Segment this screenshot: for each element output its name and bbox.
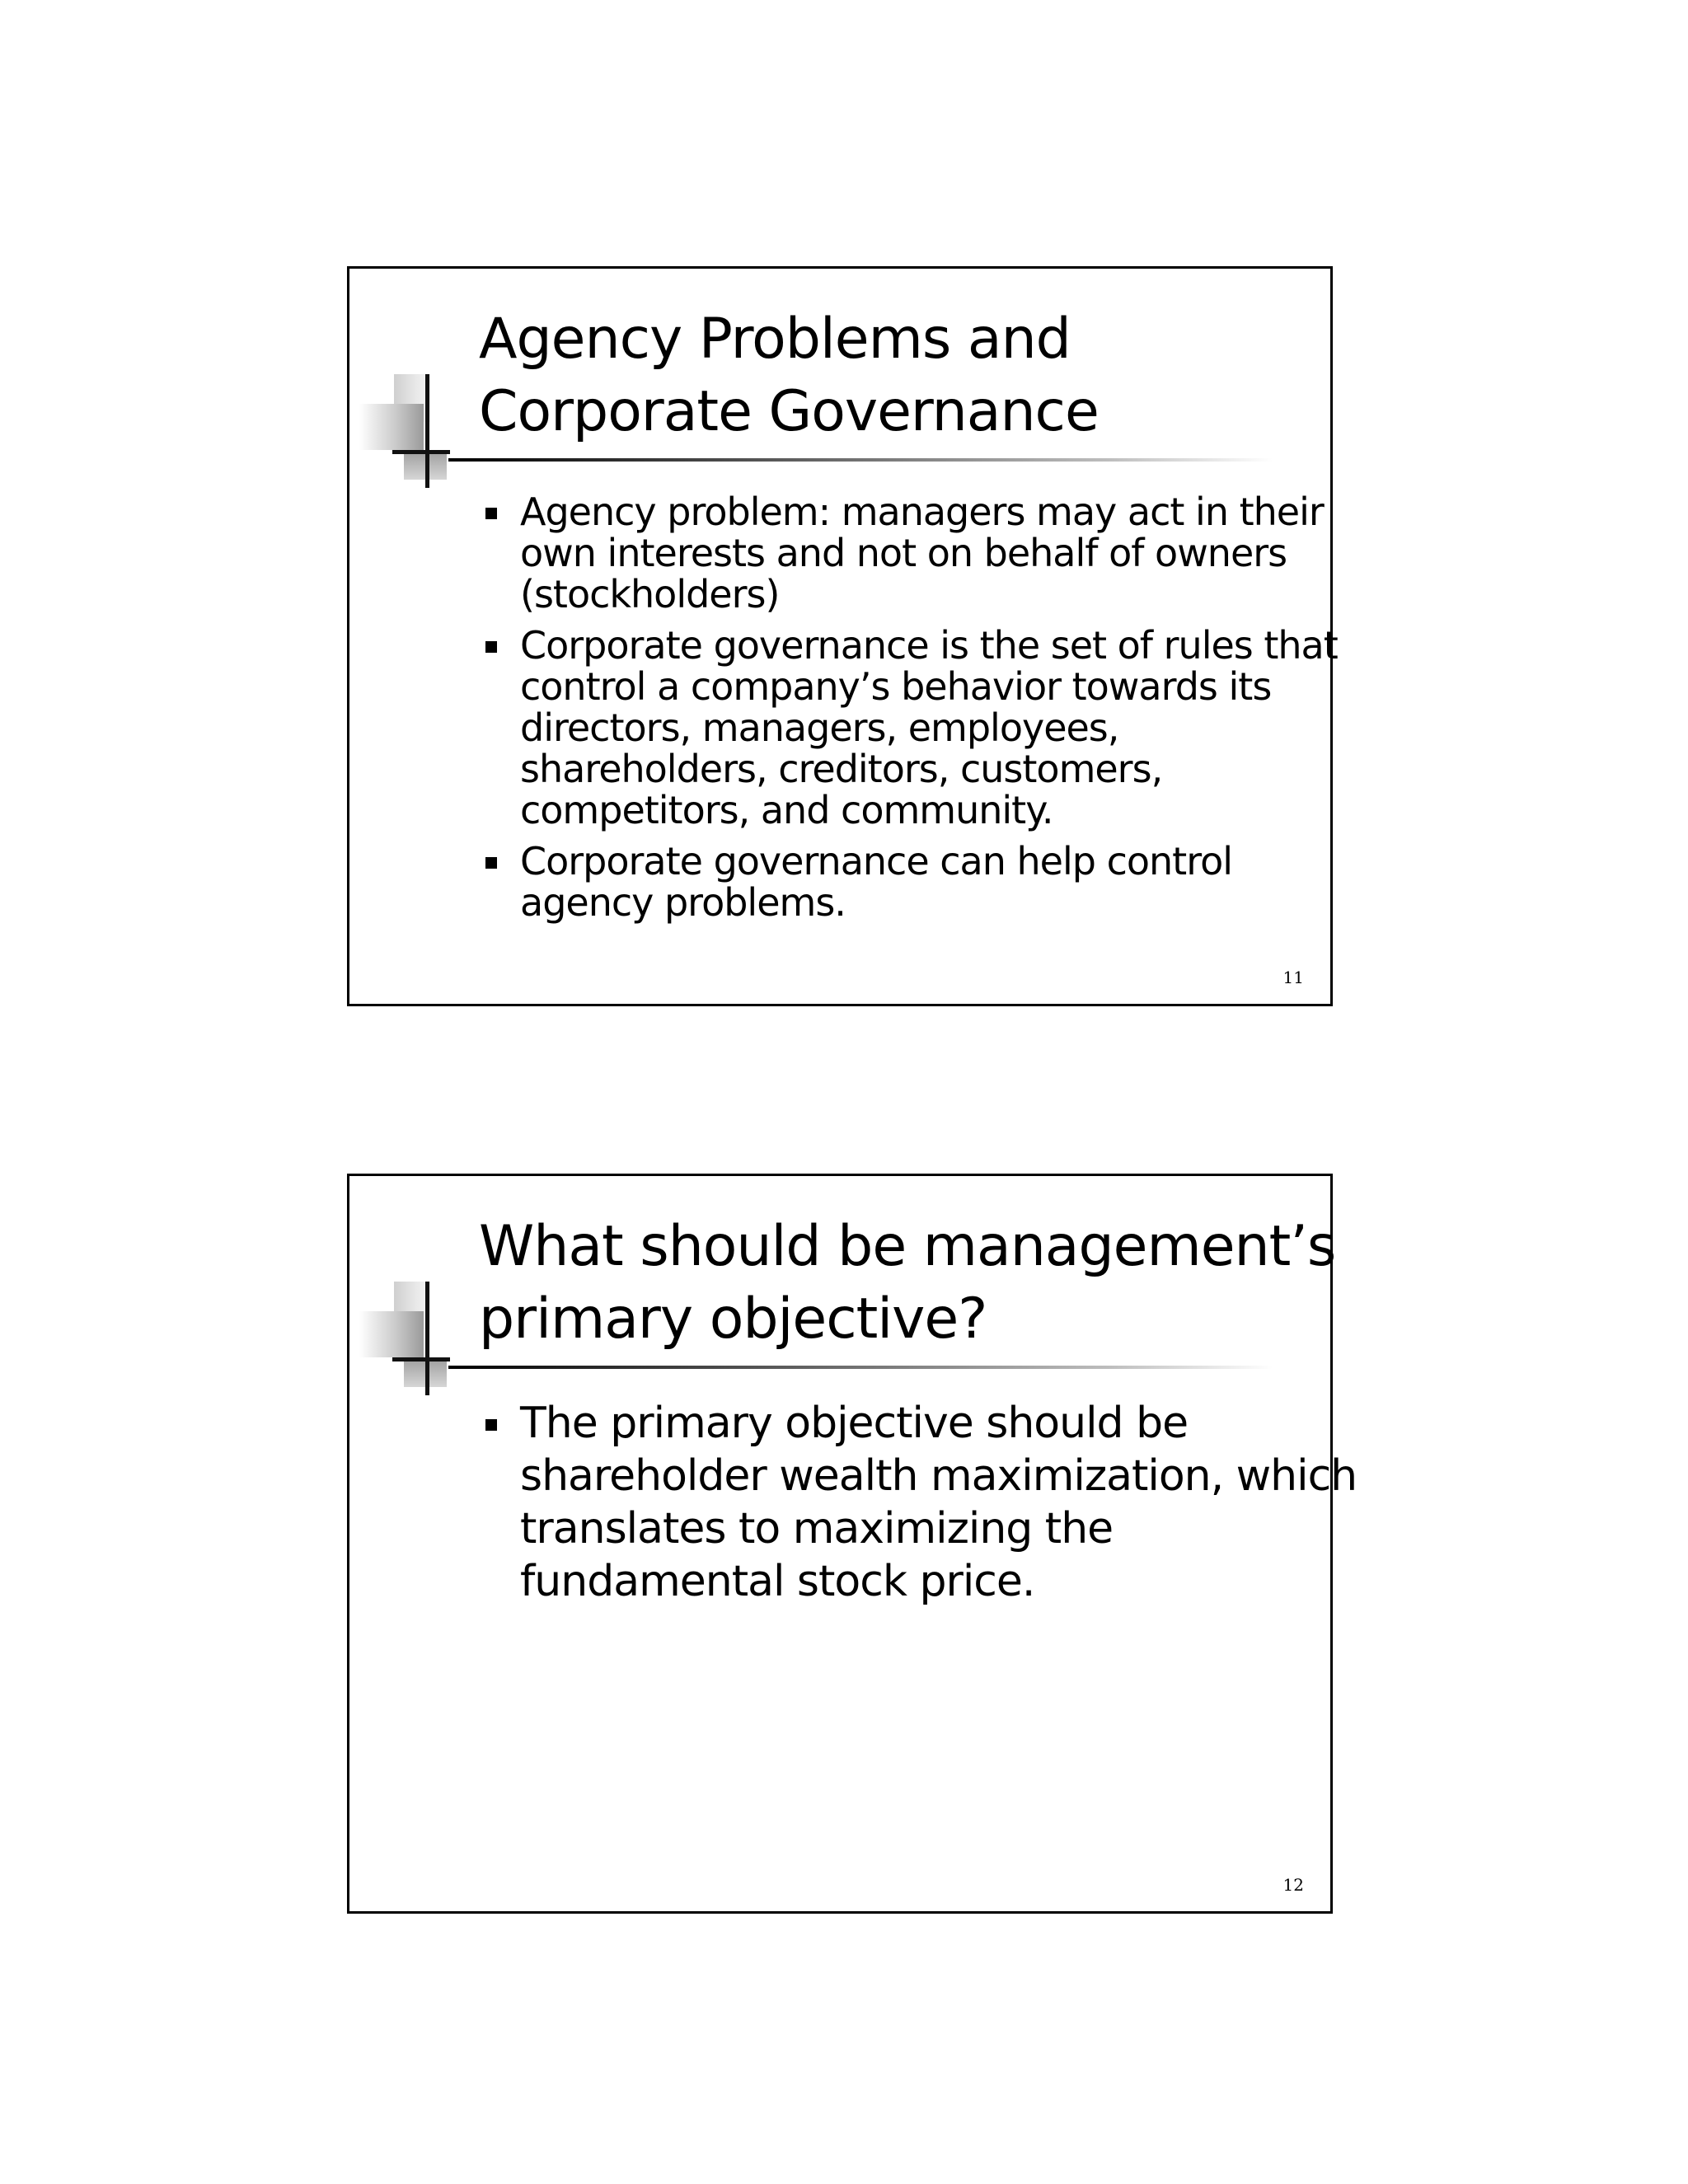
decoration-crosshair-horizontal [392,450,450,454]
decoration-crosshair-vertical [425,374,429,488]
bullet-item [479,1397,1357,1608]
square-bullet-icon [485,857,497,869]
bullet-line: agency problems. [520,880,846,925]
slide-11 [347,266,1338,1006]
slide-12 [347,1174,1357,1914]
slide-decoration [359,374,491,490]
decoration-crosshair-vertical [425,1282,429,1395]
bullet-line: Agency problem: managers may act in their [520,490,1324,534]
bullet-item [479,490,1324,616]
slide-title [479,303,1099,448]
square-bullet-icon [485,1419,497,1431]
title-line: Agency Problems and [479,307,1071,372]
square-bullet-icon [485,641,497,653]
title-line: Corporate Governance [479,379,1099,444]
bullet-line: The primary objective should be [520,1399,1189,1448]
bullet-list [479,490,1338,933]
bullet-line: fundamental stock price. [520,1557,1035,1606]
decoration-crosshair-horizontal [392,1357,450,1361]
page-number: 12 [1282,1875,1304,1895]
bullet-line: control a company’s behavior towards its [520,664,1272,709]
title-underline [448,458,1273,462]
bullet-list [479,1397,1357,1608]
bullet-line: competitors, and community. [520,788,1053,832]
bullet-line: own interests and not on behalf of owners [520,531,1287,575]
bullet-item [479,841,1320,923]
bullet-line: directors, managers, employees, [520,705,1119,750]
bullet-line: Corporate governance is the set of rules that [520,623,1338,668]
slide-decoration [359,1282,491,1397]
title-line: What should be management’s [479,1214,1336,1279]
bullet-line: Corporate governance can help control [520,839,1233,883]
title-underline [448,1366,1273,1369]
bullet-item [479,623,1338,832]
bullet-line: shareholders, creditors, customers, [520,747,1163,791]
page-number: 11 [1282,968,1304,987]
decoration-square [359,404,424,450]
bullet-line: translates to maximizing the [520,1504,1114,1554]
slide-title [479,1211,1335,1356]
decoration-square [359,1311,424,1357]
square-bullet-icon [485,508,497,519]
title-line: primary objective? [479,1286,987,1352]
bullet-line: shareholder wealth maximization, which [520,1451,1357,1501]
bullet-line: (stockholders) [520,572,780,616]
